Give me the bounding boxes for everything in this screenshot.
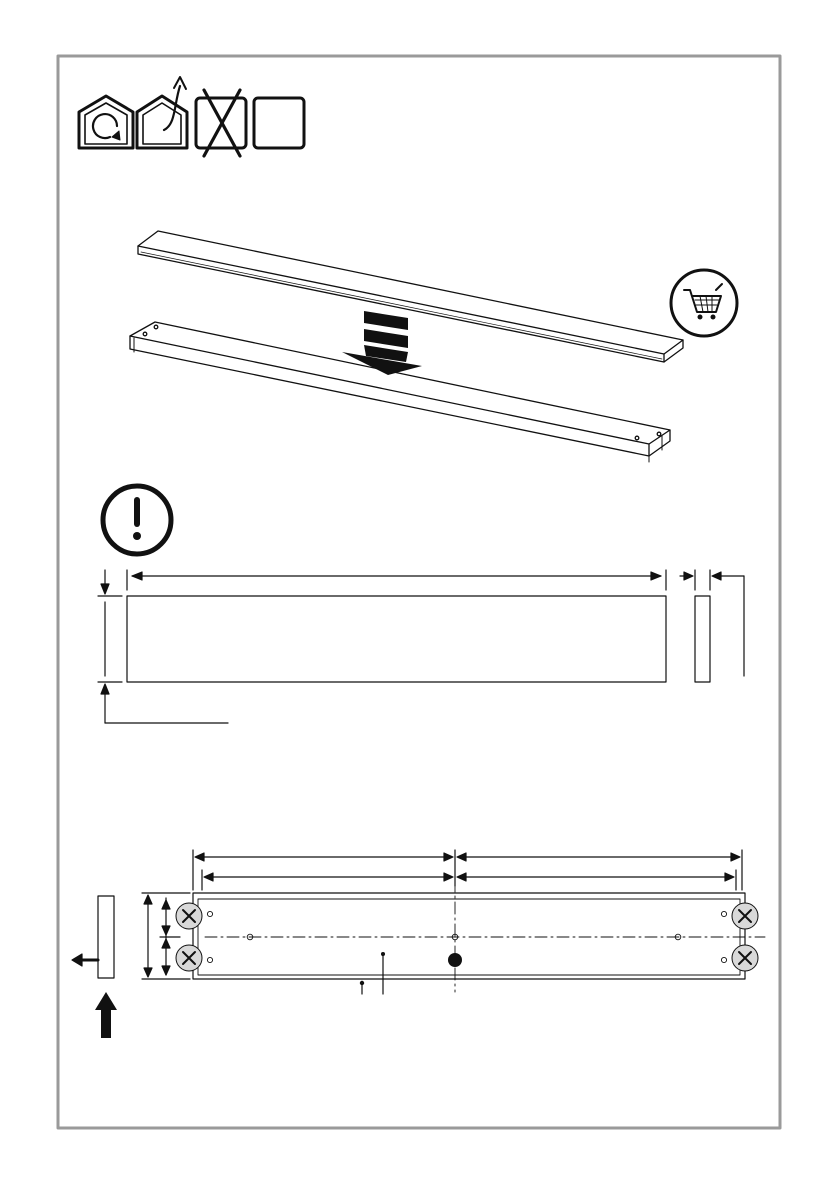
- screw-cross-icon: [732, 945, 758, 971]
- blank-box-icon: [254, 98, 304, 148]
- mode-icons-row: [79, 77, 304, 156]
- screw-cross-icon: [176, 903, 202, 929]
- arrow-left-icon: [72, 954, 98, 966]
- bracket-side-profile: [98, 896, 114, 978]
- exclamation-warning-icon: [103, 486, 171, 554]
- thickness-dimension: [680, 570, 744, 676]
- house-exhaust-icon: [137, 77, 187, 148]
- not-applicable-crossed-icon: [196, 90, 246, 156]
- panel-front-view: [127, 596, 666, 682]
- depth-markers: [360, 954, 383, 994]
- height-dimension: [98, 570, 228, 723]
- reference-hole: [448, 953, 462, 967]
- cut-to-size-drawing: [98, 570, 744, 723]
- panel-side-view: [695, 596, 710, 682]
- exploded-view: [130, 231, 683, 462]
- mounting-holes: [207, 911, 726, 967]
- screw-cross-icon: [732, 903, 758, 929]
- width-dimension: [127, 570, 666, 590]
- bracket-plate-outer: [193, 893, 745, 979]
- overall-width-dimensions: [193, 850, 742, 890]
- bracket-install-drawing: [72, 850, 765, 1038]
- screw-cross-icon: [176, 945, 202, 971]
- shopping-cart-icon: [671, 270, 737, 336]
- arrow-up-icon: [95, 992, 117, 1038]
- house-recirculation-icon: [79, 96, 133, 148]
